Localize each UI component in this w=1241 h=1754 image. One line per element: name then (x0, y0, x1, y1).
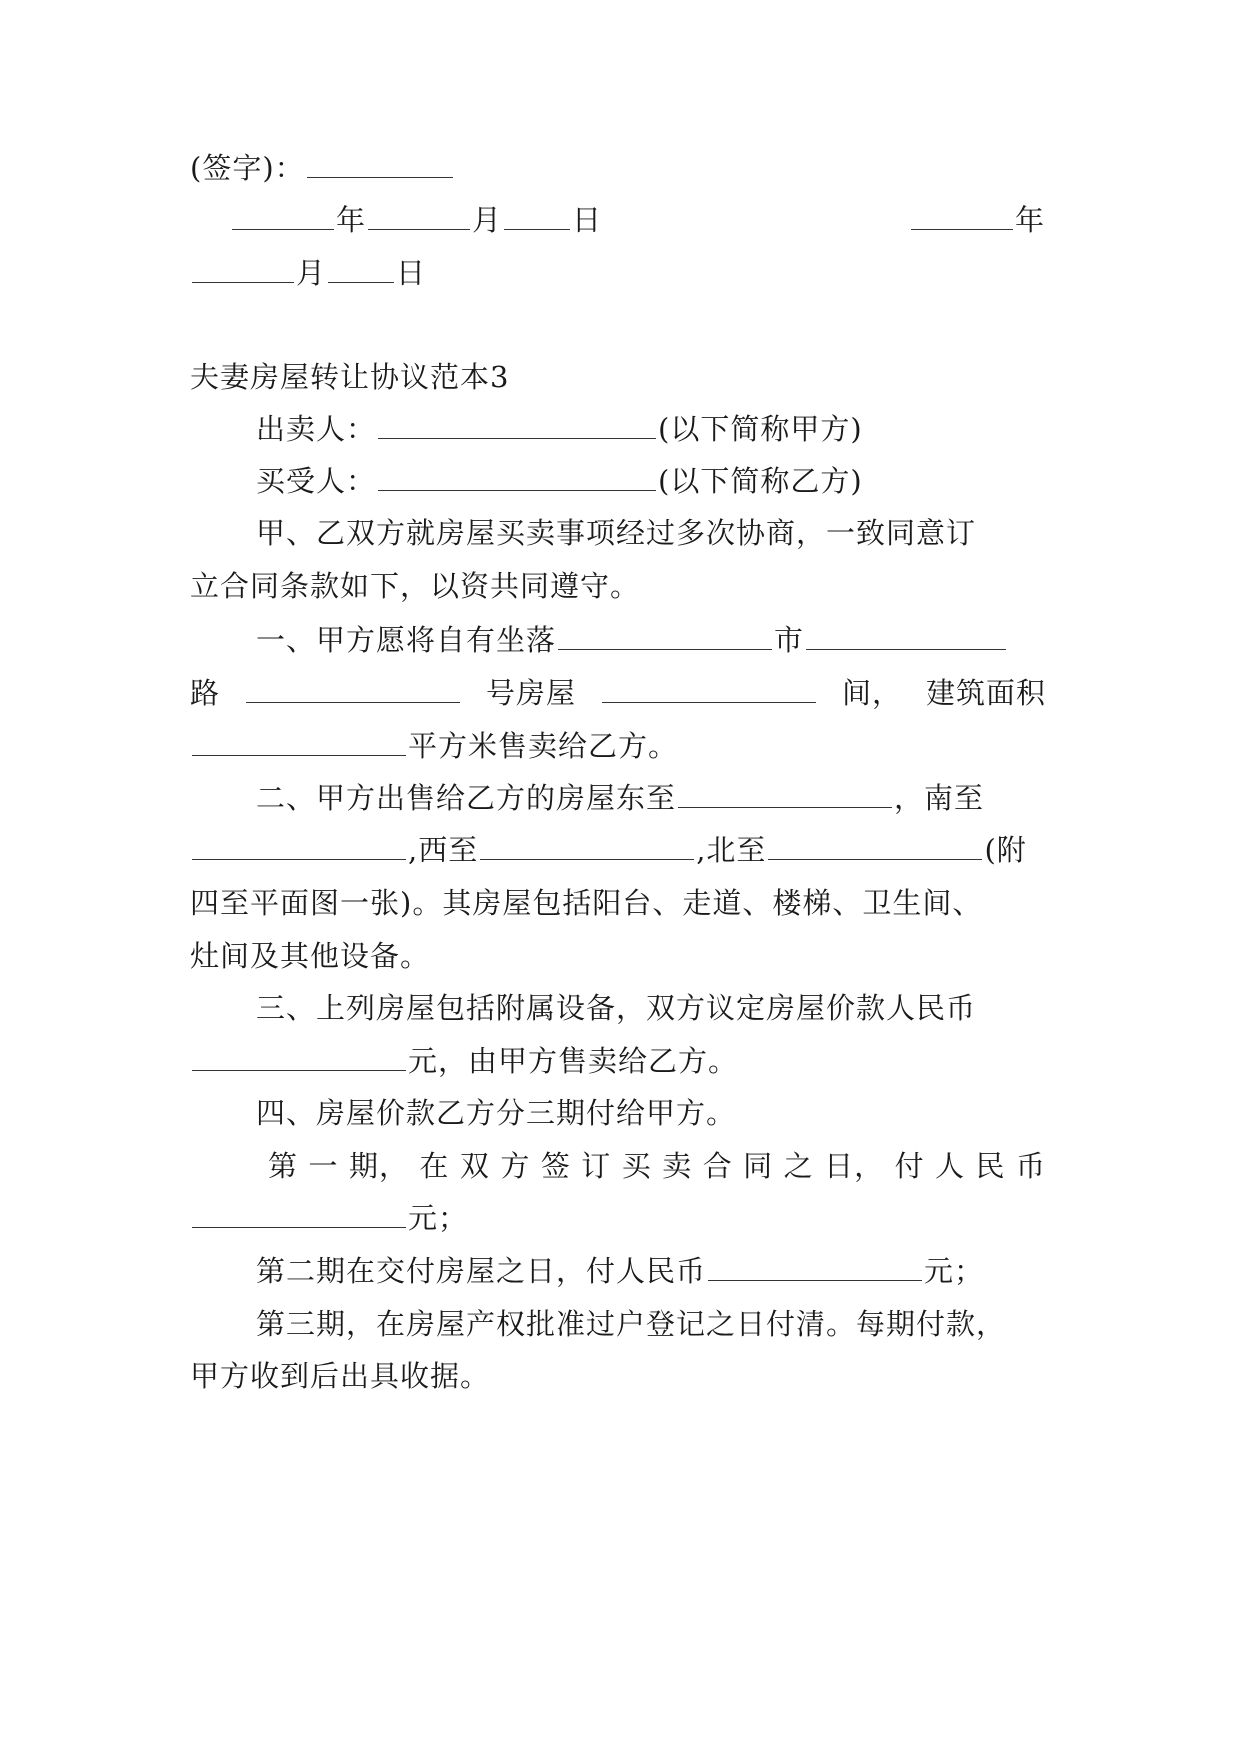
intro-line-2: 立合同条款如下，以资共同遵守。 (190, 569, 641, 603)
day-blank (504, 203, 570, 230)
seller-blank (378, 412, 656, 439)
period1-word: 付 (894, 1149, 925, 1183)
clause1-room: 间， (841, 676, 902, 710)
year2-label: 年 (1014, 203, 1045, 237)
period1-end: 元； (408, 1201, 469, 1235)
period1-word: 人 (935, 1149, 966, 1183)
seller-line (256, 409, 1116, 449)
day-label: 日 (572, 203, 603, 237)
clause2-west: ,西至 (408, 833, 479, 867)
clause3-end: 元，由甲方售卖给乙方。 (408, 1044, 739, 1078)
clause1-prefix: 一、甲方愿将自有坐落 (256, 623, 557, 657)
clause2-north-blank (768, 833, 982, 860)
period1-word: 一 (308, 1149, 339, 1183)
date-line-2 (190, 253, 1050, 293)
year2-blank (911, 203, 1013, 230)
clause1-area-label: 建筑面积 (925, 676, 1046, 710)
period1-word: 卖 (662, 1149, 693, 1183)
clause2-west-blank (480, 833, 694, 860)
clause1-line-1 (256, 620, 1046, 660)
signature-line (190, 148, 1050, 188)
seller-label: 出卖人： (256, 412, 377, 446)
period1-word: 买 (621, 1149, 652, 1183)
clause2-south-blank (192, 833, 406, 860)
signature-label: (签字)： (190, 151, 305, 185)
period1-line (268, 1146, 1046, 1186)
clause1-number-house: 号房屋 (485, 676, 576, 710)
period1-word: 方 (500, 1149, 531, 1183)
seller-suffix: (以下简称甲方) (658, 412, 863, 446)
period1-word: 合 (702, 1149, 733, 1183)
period1-word: 双 (459, 1149, 490, 1183)
clause2-comma: ， (894, 781, 925, 815)
clause1-room-blank (602, 676, 816, 703)
period2-end: 元； (924, 1254, 985, 1288)
period1-word: 同 (743, 1149, 774, 1183)
period3-line-2: 甲方收到后出具收据。 (190, 1359, 491, 1393)
period3-line-1: 第三期，在房屋产权批准过户登记之日付清。每期付款， (256, 1307, 1007, 1341)
period1-word: 之 (783, 1149, 814, 1183)
clause1-area-blank (192, 729, 406, 756)
clause1-line-3 (190, 726, 1050, 766)
clause1-city: 市 (774, 623, 805, 657)
period2-prefix: 第二期在交付房屋之日，付人民币 (256, 1254, 707, 1288)
clause2-east-blank (678, 781, 892, 808)
period1-word: 日， (824, 1149, 885, 1183)
clause3-line-1: 三、上列房屋包括附属设备，双方议定房屋价款人民币 (256, 991, 977, 1025)
signature-blank (307, 151, 453, 178)
buyer-line (256, 461, 1116, 501)
clause1-sold: 平方米售卖给乙方。 (408, 729, 679, 763)
clause2-prefix: 二、甲方出售给乙方的房屋东至 (256, 781, 677, 815)
buyer-label: 买受人： (256, 464, 377, 498)
day2-blank (328, 256, 394, 283)
year-blank (232, 203, 334, 230)
clause1-location-blank (558, 623, 772, 650)
period1-word: 民 (975, 1149, 1006, 1183)
period1-word: 币 (1015, 1149, 1046, 1183)
period1-word: 第 (268, 1149, 299, 1183)
clause2-north: ,北至 (696, 833, 767, 867)
date-line (230, 200, 1045, 240)
period1-word: 期， (348, 1149, 409, 1183)
month2-blank (192, 256, 294, 283)
clause2-line-1 (256, 778, 1046, 818)
clause1-road: 路 (190, 676, 221, 710)
period2-line (256, 1251, 1046, 1291)
clause2-line-4: 灶间及其他设备。 (190, 939, 431, 973)
doc-title: 夫妻房屋转让协议范本3 (190, 360, 510, 394)
buyer-blank (378, 464, 656, 491)
clause2-line-3: 四至平面图一张)。其房屋包括阳台、走道、楼梯、卫生间、 (190, 886, 983, 920)
period1-word: 在 (419, 1149, 450, 1183)
clause1-line-2 (190, 673, 1046, 713)
month-label: 月 (472, 203, 503, 237)
month-blank (368, 203, 470, 230)
clause4-line-1: 四、房屋价款乙方分三期付给甲方。 (256, 1096, 737, 1130)
period1-word: 签 (540, 1149, 571, 1183)
day2-label: 日 (396, 256, 427, 290)
buyer-suffix: (以下简称乙方) (658, 464, 863, 498)
clause1-city-blank (806, 623, 1006, 650)
month2-label: 月 (296, 256, 327, 290)
clause2-attach: (附 (984, 833, 1027, 867)
clause3-line-2 (190, 1041, 1050, 1081)
clause1-road-blank (246, 676, 460, 703)
period1-word: 订 (581, 1149, 612, 1183)
clause3-price-blank (192, 1044, 406, 1071)
period1-amount-blank (192, 1201, 406, 1228)
clause2-line-2 (190, 830, 1050, 870)
period2-amount-blank (708, 1254, 922, 1281)
clause2-south: 南至 (924, 781, 985, 815)
intro-line-1: 甲、乙双方就房屋买卖事项经过多次协商，一致同意订 (256, 516, 977, 550)
year-label: 年 (336, 203, 367, 237)
period1-line-2 (190, 1198, 1050, 1238)
